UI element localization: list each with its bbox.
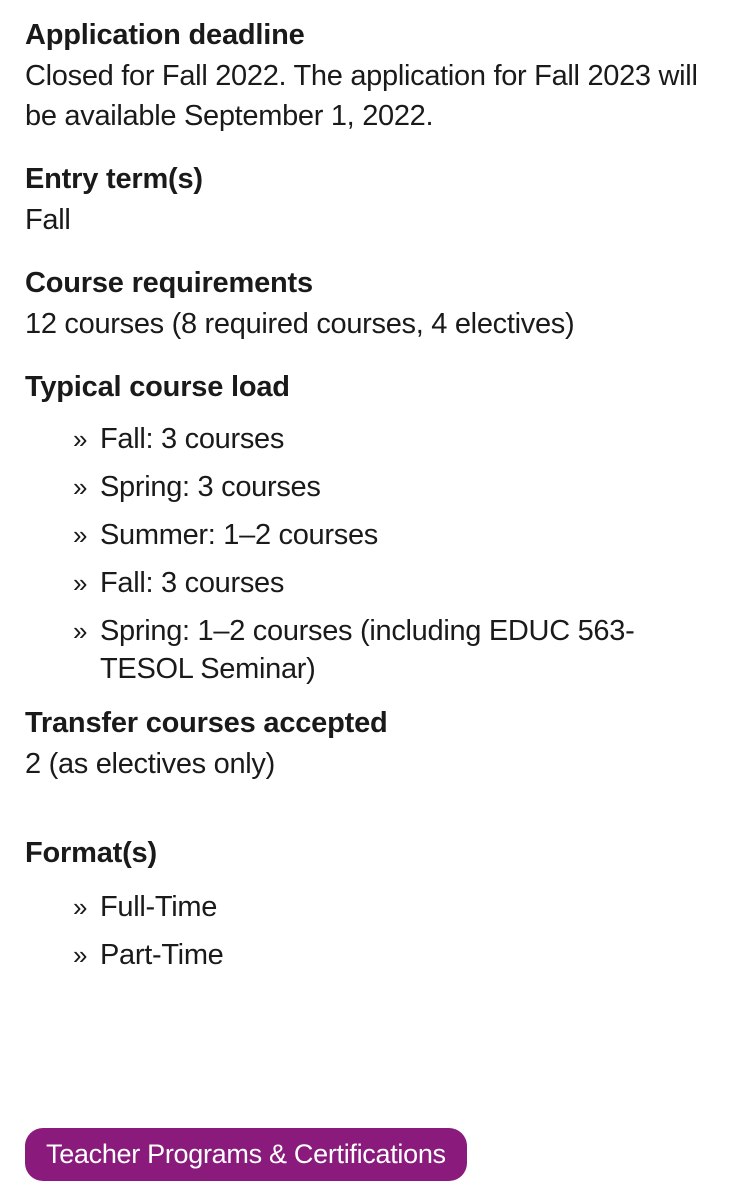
formats-list (25, 888, 725, 974)
course-requirements-heading: Course requirements (25, 267, 313, 299)
list-item-text: Full-Time (100, 891, 218, 923)
list-item-text: Summer: 1–2 courses (100, 519, 378, 551)
transfer-courses-section (25, 702, 725, 784)
formats-heading: Format(s) (25, 837, 157, 869)
course-requirements-text: 12 courses (8 required courses, 4 electives) (25, 308, 575, 340)
formats-section (25, 832, 725, 974)
application-deadline-section (25, 14, 725, 136)
entry-term-text: Fall (25, 204, 71, 236)
bullet-marker: » (73, 520, 88, 550)
list-item (25, 888, 725, 926)
bullet-marker: » (73, 940, 88, 970)
entry-term-section (25, 158, 725, 240)
list-item (25, 468, 725, 506)
application-deadline-heading: Application deadline (25, 19, 305, 51)
teacher-programs-button[interactable]: Teacher Programs & Certifications (25, 1128, 467, 1181)
list-item-text: Part-Time (100, 939, 224, 971)
list-item-text: Fall: 3 courses (100, 567, 285, 599)
bullet-marker: » (73, 892, 88, 922)
list-item-text: Spring: 3 courses (100, 471, 321, 503)
list-item (25, 420, 725, 458)
list-item (25, 612, 725, 688)
bullet-marker: » (73, 472, 88, 502)
list-item (25, 564, 725, 602)
course-load-list (25, 420, 725, 688)
bullet-marker: » (73, 568, 88, 598)
bullet-marker: » (73, 424, 88, 454)
entry-term-heading: Entry term(s) (25, 163, 203, 195)
application-deadline-text: Closed for Fall 2022. The application for Fall 2023 will be available September 1, 2022. (25, 60, 698, 132)
course-requirements-section (25, 262, 725, 344)
list-item (25, 516, 725, 554)
transfer-courses-text: 2 (as electives only) (25, 748, 275, 780)
list-item-text: Spring: 1–2 courses (including EDUC 563-TESOL Seminar) (100, 615, 635, 685)
program-details (25, 14, 725, 984)
list-item (25, 936, 725, 974)
transfer-courses-heading: Transfer courses accepted (25, 707, 388, 739)
bullet-marker: » (73, 616, 88, 646)
typical-course-load-heading: Typical course load (25, 371, 290, 403)
typical-course-load-section (25, 366, 725, 688)
list-item-text: Fall: 3 courses (100, 423, 285, 455)
